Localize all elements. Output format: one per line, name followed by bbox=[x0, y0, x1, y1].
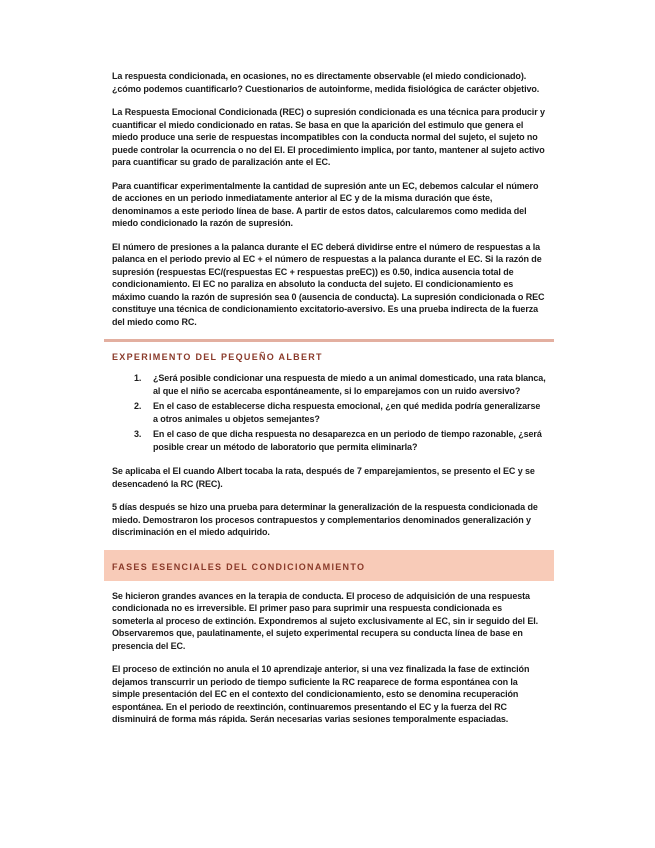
paragraph-linea-de-base: Para cuantificar experimentalmente la cantidad de supresión ante un EC, debemos calcular el número de acciones en un periodo inmediatamente anterior al EC y de la misma duración que éste, denominamos a este periodo línea de base. A partir de estos datos, calcularemos como medida del miedo condicionado la razón de supresión. bbox=[112, 180, 539, 228]
list-item-number: 2. bbox=[134, 401, 142, 411]
paragraph-recuperacion-espontanea: El proceso de extinción no anula el 10 aprendizaje anterior, si una vez finalizada la fase de extinción dejamos transcurrir un periodo de tiempo suficiente la RC reaparece de forma espontánea con la simple presentación del EC en el contexto del condicionamiento, esto se denomina recuperación espontánea. En el periodo de reextinción, continuaremos presentando el EC y la fuerza del RC disminuirá de forma más rápida. Serán necesarias varias sesiones temporalmente espaciadas. bbox=[112, 664, 530, 724]
section-heading-fases bbox=[104, 550, 554, 581]
paragraph-razon-supresion: El número de presiones a la palanca durante el EC deberá dividirse entre el número de respuestas a la palanca en el periodo previo al EC + el número de respuestas a la palanca durante el EC. Si la razón de supresión (respuestas EC/(respuestas EC + respuestas preEC)) es 0.50, indica ausencia total de condicionamiento. El EC no paraliza en absoluto la conducta del sujeto. El condicionamiento es máximo cuando la razón de supresión sea 0 (ausencia de conducta). La supresión condicionada o REC constituye una técnica de condicionamiento excitatorio-aversivo. Es una prueba indirecta de la fuerza del miedo como RC. bbox=[112, 241, 545, 327]
list-item-text: En el caso de establecerse dicha respuesta emocional, ¿en qué medida podría generalizarse a otros animales u objetos semejantes? bbox=[153, 401, 541, 424]
list-item-number: 1. bbox=[134, 373, 142, 383]
section-heading-albert bbox=[104, 339, 554, 365]
paragraph-rc-observable: La respuesta condicionada, en ocasiones, no es directamente observable (el miedo condicionado). ¿cómo podemos cuantificarlo? Cuestionarios de autoinforme, medida fisiológica de carácter objetivo. bbox=[112, 71, 540, 94]
list-item-text: ¿Será posible condicionar una respuesta de miedo a un animal domesticado, una rata blanca, al que el niño se acercaba espontáneamente, si lo emparejamos con un ruido aversivo? bbox=[153, 373, 546, 396]
paragraph-rec-definition: La Respuesta Emocional Condicionada (REC) o supresión condicionada es una técnica para producir y cuantificar el miedo condicionado en ratas. Se basa en que la aparición del estimulo que genera el miedo produce una serie de respuestas incompatibles con la conducta normal del sujeto, el sujeto no puede controlar la ocurrencia o no del EI. El procedimiento implica, por tanto, mantener al sujeto activo para cuantificar su grado de paralización ante el EC. bbox=[112, 107, 545, 167]
paragraph-albert-generalizacion: 5 días después se hizo una prueba para determinar la generalización de la respuesta condicionada de miedo. Demostraron los procesos contrapuestos y complementarios denominados generalización y discriminación en el miedo adquirido. bbox=[112, 502, 538, 537]
list-item-number: 3. bbox=[134, 429, 142, 439]
list-item bbox=[134, 372, 546, 397]
section-heading-albert-title: EXPERIMENTO DEL PEQUEÑO ALBERT bbox=[112, 352, 323, 362]
list-item-text: En el caso de que dicha respuesta no desaparezca en un periodo de tiempo razonable, ¿será posible crear un método de laboratorio que permita eliminarla? bbox=[153, 429, 542, 452]
list-item bbox=[134, 428, 546, 453]
list-item bbox=[134, 400, 546, 425]
paragraph-extincion: Se hicieron grandes avances en la terapia de conducta. El proceso de adquisición de una respuesta condicionada no es irreversible. El primer paso para suprimir una respuesta condicionada es someterla al proceso de extinción. Expondremos al sujeto exclusivamente al EC, sin ir seguido del EI. Observaremos que, paulatinamente, el sujeto experimental recupera su conducta línea de base en presencia del EC. bbox=[112, 590, 539, 651]
document-content bbox=[112, 70, 546, 737]
paragraph-albert-emparejamientos: Se aplicaba el EI cuando Albert tocaba la rata, después de 7 emparejamientos, se presento el EC y se desencadenó la RC (REC). bbox=[112, 466, 535, 489]
albert-questions-list bbox=[134, 372, 546, 453]
section-heading-fases-title: FASES ESENCIALES DEL CONDICIONAMIENTO bbox=[112, 561, 366, 572]
